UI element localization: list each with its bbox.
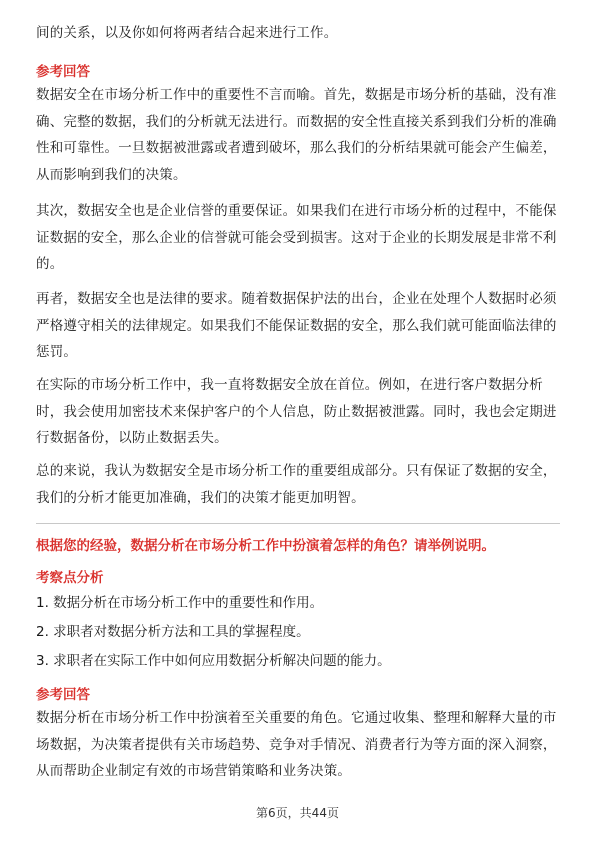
section-divider [36, 523, 560, 524]
answer-heading: 参考回答 [36, 64, 90, 80]
answer-paragraph: 数据分析在市场分析工作中扮演着至关重要的角色。它通过收集、整理和解释大量的市场数据，为决策者提供有关市场趋势、竞争对手情况、消费者行为等方面的深入洞察，从而帮助企业制定有效的市场营销策略和业务决策。 [36, 710, 557, 779]
analysis-point: 1. 数据分析在市场分析工作中的重要性和作用。 [36, 595, 324, 611]
answer-heading: 参考回答 [36, 687, 90, 703]
analysis-point: 3. 求职者在实际工作中如何应用数据分析解决问题的能力。 [36, 653, 391, 669]
answer-paragraph: 再者，数据安全也是法律的要求。随着数据保护法的出台，企业在处理个人数据时必须严格遵守相关的法律规定。如果我们不能保证数据的安全，那么我们就可能面临法律的惩罚。 [36, 291, 557, 360]
answer-paragraph: 在实际的市场分析工作中，我一直将数据安全放在首位。例如，在进行客户数据分析时，我会使用加密技术来保护客户的个人信息，防止数据被泄露。同时，我也会定期进行数据备份，以防止数据丢失。 [36, 377, 557, 446]
answer-paragraph: 总的来说，我认为数据安全是市场分析工作的重要组成部分。只有保证了数据的安全，我们的分析才能更加准确，我们的决策才能更加明智。 [36, 463, 557, 506]
answer-paragraph: 其次，数据安全也是企业信誉的重要保证。如果我们在进行市场分析的过程中，不能保证数据的安全，那么企业的信誉就可能会受到损害。这对于企业的长期发展是非常不利的。 [36, 203, 557, 272]
analysis-point: 2. 求职者对数据分析方法和工具的掌握程度。 [36, 624, 310, 640]
continued-paragraph: 间的关系，以及你如何将两者结合起来进行工作。 [36, 25, 338, 41]
page-number: 第6页，共44页 [256, 806, 339, 820]
answer-paragraph: 数据安全在市场分析工作中的重要性不言而喻。首先，数据是市场分析的基础，没有准确、完整的数据，我们的分析就无法进行。而数据的安全性直接关系到我们分析的准确性和可靠性。一旦数据被泄露或者遭到破坏，那么我们的分析结果就可能会产生偏差，从而影响到我们的决策。 [36, 87, 557, 183]
question-heading: 根据您的经验，数据分析在市场分析工作中扮演着怎样的角色？请举例说明。 [36, 538, 495, 554]
analysis-heading: 考察点分析 [36, 570, 104, 586]
